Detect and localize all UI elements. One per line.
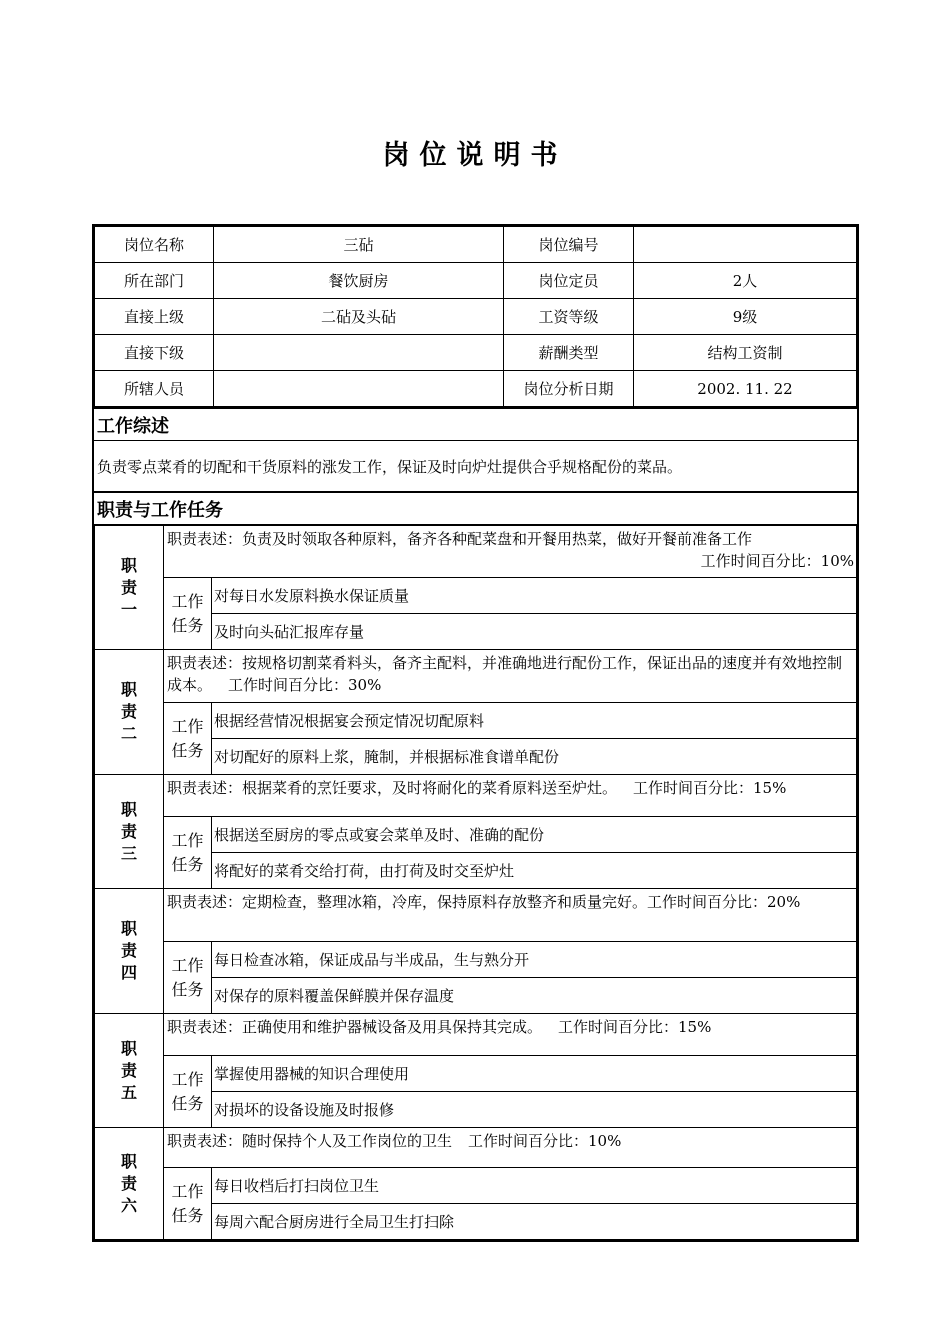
task-item: 将配好的菜肴交给打荷，由打荷及时交至炉灶 [212, 853, 857, 889]
task-label-line: 工作 [171, 1069, 204, 1089]
task-label-line: 工作 [171, 1181, 204, 1201]
duty-label-char: 责 [120, 941, 137, 960]
duty-label [95, 1128, 164, 1240]
duty-description [164, 650, 857, 703]
task-label-line: 任务 [171, 1205, 204, 1225]
duty-description-text: 职责表述：负责及时领取各种原料，备齐各种配菜盘和开餐用热菜，做好开餐前准备工作 [167, 530, 753, 548]
duty-time-percentage: 工作时间百分比：15% [558, 1018, 712, 1036]
info-label: 所辖人员 [95, 371, 214, 407]
duty-time-percentage: 工作时间百分比：15% [633, 779, 787, 797]
task-label-line: 工作 [171, 830, 204, 850]
summary-text: 负责零点菜肴的切配和干货原料的涨发工作，保证及时向炉灶提供合乎规格配份的菜品。 [97, 457, 683, 476]
task-item: 及时向头砧汇报库存量 [212, 614, 857, 650]
duty-label-char: 责 [120, 1060, 137, 1080]
info-row [95, 335, 857, 371]
info-label: 薪酬类型 [504, 335, 634, 371]
duty-label-char: 职 [120, 1038, 137, 1058]
duty-description [164, 526, 857, 578]
task-item: 根据经营情况根据宴会预定情况切配原料 [212, 703, 857, 739]
task-item: 每日检查冰箱，保证成品与半成品，生与熟分开 [212, 942, 857, 978]
info-value: 三砧 [214, 227, 504, 263]
info-value [214, 335, 504, 371]
duty-task-row [95, 817, 857, 853]
task-item: 对损坏的设备设施及时报修 [212, 1092, 857, 1128]
duty-desc-row [95, 650, 857, 703]
duty-description-text: 职责表述：正确使用和维护器械设备及用具保持其完成。 [167, 1018, 543, 1036]
duty-label-char: 职 [120, 1151, 137, 1171]
duties-table [94, 525, 857, 1240]
task-label [164, 1168, 212, 1240]
duty-description-text: 职责表述：根据菜肴的烹饪要求，及时将耐化的菜肴原料送至炉灶。 [167, 779, 618, 797]
info-label: 直接上级 [95, 299, 214, 335]
info-row [95, 227, 857, 263]
basic-info-table [94, 226, 857, 407]
info-value: 2人 [634, 263, 857, 299]
duty-label [95, 1014, 164, 1128]
info-label: 所在部门 [95, 263, 214, 299]
duty-label [95, 775, 164, 889]
duty-task-row [95, 703, 857, 739]
duty-label-char: 四 [120, 963, 137, 982]
task-label-line: 任务 [171, 1093, 204, 1113]
task-label-line: 工作 [171, 591, 204, 611]
duty-desc-row [95, 526, 857, 578]
task-label [164, 942, 212, 1014]
info-row [95, 299, 857, 335]
info-label: 岗位分析日期 [504, 371, 634, 407]
duty-label [95, 889, 164, 1014]
task-label [164, 1056, 212, 1128]
info-label: 岗位名称 [95, 227, 214, 263]
info-label: 岗位定员 [504, 263, 634, 299]
task-item: 掌握使用器械的知识合理使用 [212, 1056, 857, 1092]
info-value: 餐饮厨房 [214, 263, 504, 299]
duty-time-percentage: 工作时间百分比：10% [468, 1132, 622, 1150]
duty-label-char: 六 [120, 1195, 137, 1215]
duty-label-char: 责 [120, 1173, 137, 1193]
duty-desc-row [95, 1014, 857, 1056]
task-item: 根据送至厨房的零点或宴会菜单及时、准确的配份 [212, 817, 857, 853]
duty-task-row [95, 942, 857, 978]
duty-description [164, 889, 857, 942]
info-row [95, 371, 857, 407]
job-description-form [92, 224, 859, 1242]
duty-label-char: 责 [120, 821, 137, 841]
info-value: 结构工资制 [634, 335, 857, 371]
info-label: 工资等级 [504, 299, 634, 335]
duty-label-char: 职 [120, 799, 137, 819]
duty-label [95, 650, 164, 775]
duty-label-char: 职 [120, 919, 137, 938]
task-label-line: 工作 [171, 716, 204, 736]
duty-time-percentage: 工作时间百分比：10% [700, 552, 854, 570]
task-label [164, 703, 212, 775]
info-row [95, 263, 857, 299]
task-item: 每周六配合厨房进行全局卫生打扫除 [212, 1204, 857, 1240]
summary-heading: 工作综述 [94, 407, 857, 441]
task-label [164, 817, 212, 889]
task-label [164, 578, 212, 650]
duty-label-char: 责 [120, 702, 137, 721]
duty-label-char: 一 [120, 599, 137, 619]
duty-label-char: 责 [120, 577, 137, 597]
duties-heading: 职责与工作任务 [94, 491, 857, 525]
duty-task-row [95, 1056, 857, 1092]
duty-description-text: 职责表述：随时保持个人及工作岗位的卫生 [167, 1132, 453, 1150]
duty-description [164, 1128, 857, 1168]
duty-label [95, 526, 164, 650]
duty-desc-row [95, 889, 857, 942]
info-label: 岗位编号 [504, 227, 634, 263]
info-value: 9级 [634, 299, 857, 335]
task-label-line: 任务 [171, 854, 204, 874]
task-label-line: 工作 [171, 955, 204, 975]
duty-desc-row [95, 775, 857, 817]
task-item: 每日收档后打扫岗位卫生 [212, 1168, 857, 1204]
duty-description-text: 职责表述：定期检查，整理冰箱，冷库，保持原料存放整齐和质量完好。工作时间百分比：20% [167, 893, 801, 911]
duty-description-text: 职责表述：按规格切割菜肴料头，备齐主配料，并准确地进行配份工作，保证出品的速度并有效地控制成本。 [167, 654, 843, 694]
task-item: 对保存的原料覆盖保鲜膜并保存温度 [212, 978, 857, 1014]
task-label-line: 任务 [171, 740, 204, 760]
duty-desc-row [95, 1128, 857, 1168]
info-value [214, 371, 504, 407]
page-title: 岗位说明书 [382, 140, 568, 171]
info-label: 直接下级 [95, 335, 214, 371]
duty-description [164, 775, 857, 817]
duty-time-percentage: 工作时间百分比：30% [228, 676, 382, 694]
duty-label-char: 二 [120, 724, 137, 743]
task-item: 对每日水发原料换水保证质量 [212, 578, 857, 614]
info-value [634, 227, 857, 263]
duty-label-char: 三 [120, 843, 137, 863]
duty-label-char: 职 [120, 555, 137, 575]
info-value: 2002. 11. 22 [634, 371, 857, 407]
duty-label-char: 五 [120, 1082, 137, 1102]
duty-task-row [95, 1168, 857, 1204]
task-label-line: 任务 [171, 615, 204, 635]
info-value: 二砧及头砧 [214, 299, 504, 335]
duty-description [164, 1014, 857, 1056]
task-item: 对切配好的原料上浆，腌制，并根据标准食谱单配份 [212, 739, 857, 775]
task-label-line: 任务 [171, 979, 204, 999]
duty-task-row [95, 578, 857, 614]
duty-label-char: 职 [120, 680, 137, 699]
